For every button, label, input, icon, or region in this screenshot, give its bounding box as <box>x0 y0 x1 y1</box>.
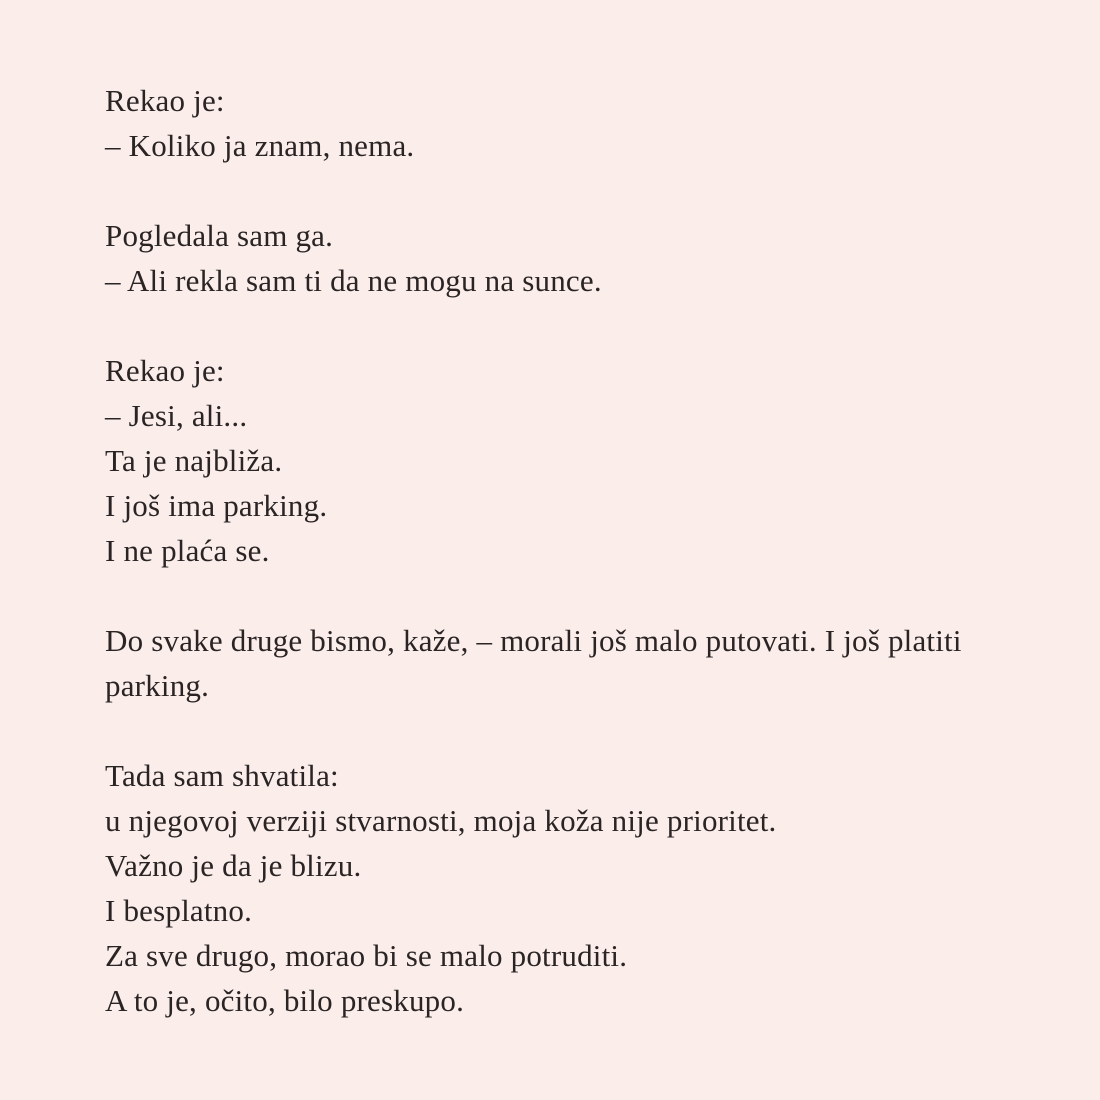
paragraph-1 <box>105 78 1060 168</box>
text-line: – Jesi, ali... <box>105 398 248 433</box>
text-line: – Ali rekla sam ti da ne mogu na sunce. <box>105 263 602 298</box>
text-line: Do svake druge bismo, kaže, – morali još malo putovati. I još platiti <box>105 623 962 658</box>
text-line: Važno je da je blizu. <box>105 848 362 883</box>
text-line: A to je, očito, bilo preskupo. <box>105 983 465 1018</box>
text-line: I još ima parking. <box>105 488 328 523</box>
paragraph-2 <box>105 213 1060 303</box>
text-line: I ne plaća se. <box>105 533 270 568</box>
text-line: Za sve drugo, morao bi se malo potruditi. <box>105 938 628 973</box>
paragraph-4 <box>105 618 1060 708</box>
text-line: Ta je najbliža. <box>105 443 283 478</box>
text-line: – Koliko ja znam, nema. <box>105 128 415 163</box>
text-line: Rekao je: <box>105 83 225 118</box>
text-line: Rekao je: <box>105 353 225 388</box>
paragraph-5 <box>105 753 1060 1023</box>
text-line: I besplatno. <box>105 893 253 928</box>
text-line: parking. <box>105 668 210 703</box>
text-line: u njegovoj verziji stvarnosti, moja koža nije prioritet. <box>105 803 777 838</box>
text-line: Tada sam shvatila: <box>105 758 339 793</box>
text-line: Pogledala sam ga. <box>105 218 334 253</box>
paragraph-3 <box>105 348 1060 573</box>
